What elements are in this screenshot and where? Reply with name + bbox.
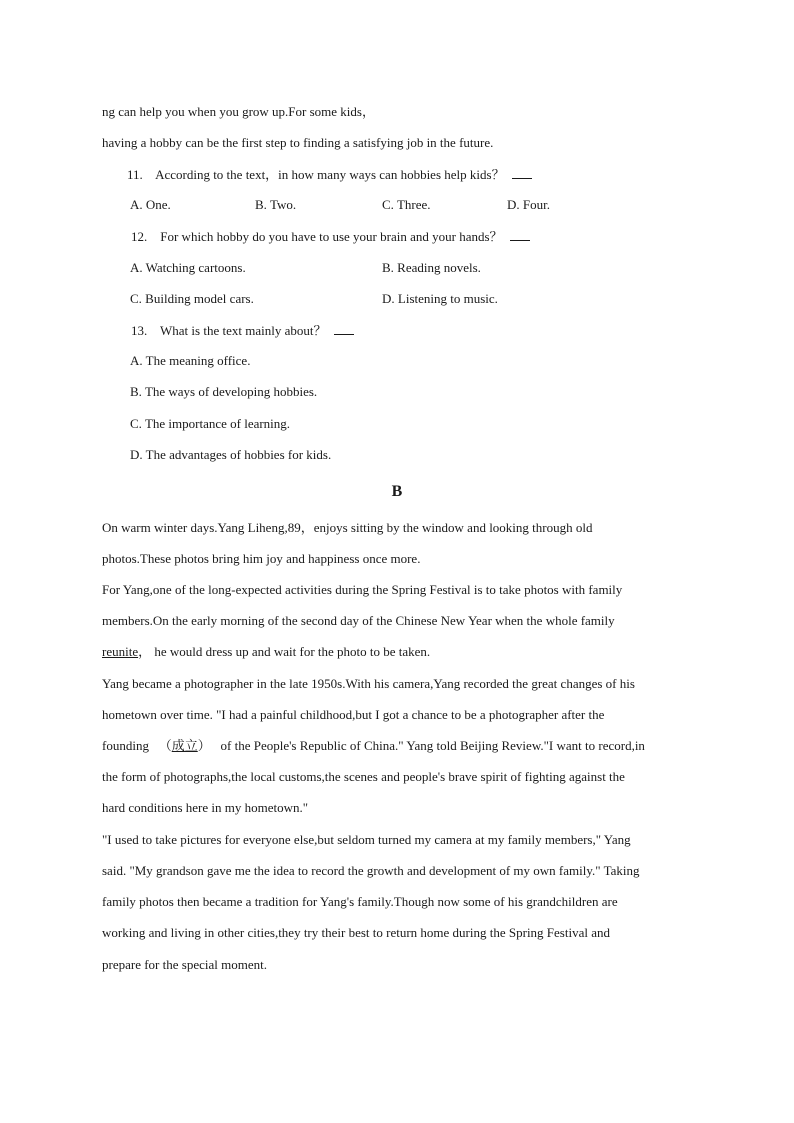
word-founding: founding [102, 738, 149, 753]
option-d[interactable]: D. The advantages of hobbies for kids. [130, 447, 332, 462]
question-number: 13. [131, 323, 148, 338]
passage-a-line: having a hobby can be the first step to finding a satisfying job in the future. [102, 135, 494, 150]
passage-b-line: photos.These photos bring him joy and happiness once more. [102, 551, 421, 566]
section-heading: B [391, 483, 403, 500]
answer-blank[interactable] [334, 322, 354, 335]
option-b[interactable]: B. The ways of developing hobbies. [130, 384, 318, 399]
passage-b-line: "I used to take pictures for everyone else,but seldom turned my camera at my family members," Yang [102, 832, 631, 847]
option-a[interactable]: A. Watching cartoons. [130, 260, 246, 275]
question-text: For which hobby do you have to use your brain and your hands？ [160, 229, 503, 244]
passage-b-line: family photos then became a tradition for Yang's family.Though now some of his grandchildren are [102, 894, 618, 909]
option-c[interactable]: C. Three. [382, 197, 431, 212]
passage-b-line: prepare for the special moment. [102, 957, 267, 972]
option-d[interactable]: D. Four. [507, 197, 550, 212]
option-c[interactable]: C. The importance of learning. [130, 416, 291, 431]
passage-b-line: On warm winter days.Yang Liheng,89，enjoys sitting by the window and looking through old [102, 520, 593, 535]
passage-b-line: said. "My grandson gave me the idea to record the growth and development of my own family." Taking [102, 863, 640, 878]
answer-blank[interactable] [510, 228, 530, 241]
option-a[interactable]: A. The meaning office. [130, 353, 251, 368]
gloss: （成立） [158, 738, 211, 753]
passage-b-line: For Yang,one of the long-expected activities during the Spring Festival is to take photos with family [102, 582, 623, 597]
option-d[interactable]: D. Listening to music. [382, 291, 498, 306]
passage-b-line: members.On the early morning of the second day of the Chinese New Year when the whole family [102, 613, 615, 628]
passage-b-line: reunite， he would dress up and wait for the photo to be taken. [102, 644, 431, 659]
option-b[interactable]: B. Two. [255, 197, 297, 212]
passage-b-line: the form of photographs,the local customs,the scenes and people's brave spirit of fighting against the [102, 769, 625, 784]
passage-b-line: working and living in other cities,they try their best to return home during the Spring Festival and [102, 925, 610, 940]
question-number: 11. [127, 167, 143, 182]
question-number: 12. [131, 229, 148, 244]
passage-b-line: hard conditions here in my hometown." [102, 800, 309, 815]
underlined-word-reunite: reunite [102, 644, 139, 659]
answer-blank[interactable] [512, 166, 532, 179]
question-text: According to the text，in how many ways can hobbies help kids？ [155, 167, 505, 182]
passage-b-line: Yang became a photographer in the late 1950s.With his camera,Yang recorded the great changes of his [102, 676, 635, 691]
option-c[interactable]: C. Building model cars. [130, 291, 254, 306]
passage-b-line: founding （成立） of the People's Republic of China." Yang told Beijing Review."I want to record,in [102, 738, 645, 753]
passage-b-line: hometown over time. "I had a painful childhood,but I got a chance to be a photographer after the [102, 707, 605, 722]
question-12 [131, 228, 530, 245]
option-a[interactable]: A. One. [130, 197, 171, 212]
question-11 [127, 166, 532, 183]
passage-a-line: ng can help you when you grow up.For some kids， [102, 104, 375, 119]
question-13 [131, 322, 354, 339]
question-text: What is the text mainly about？ [160, 323, 327, 338]
option-b[interactable]: B. Reading novels. [382, 260, 481, 275]
